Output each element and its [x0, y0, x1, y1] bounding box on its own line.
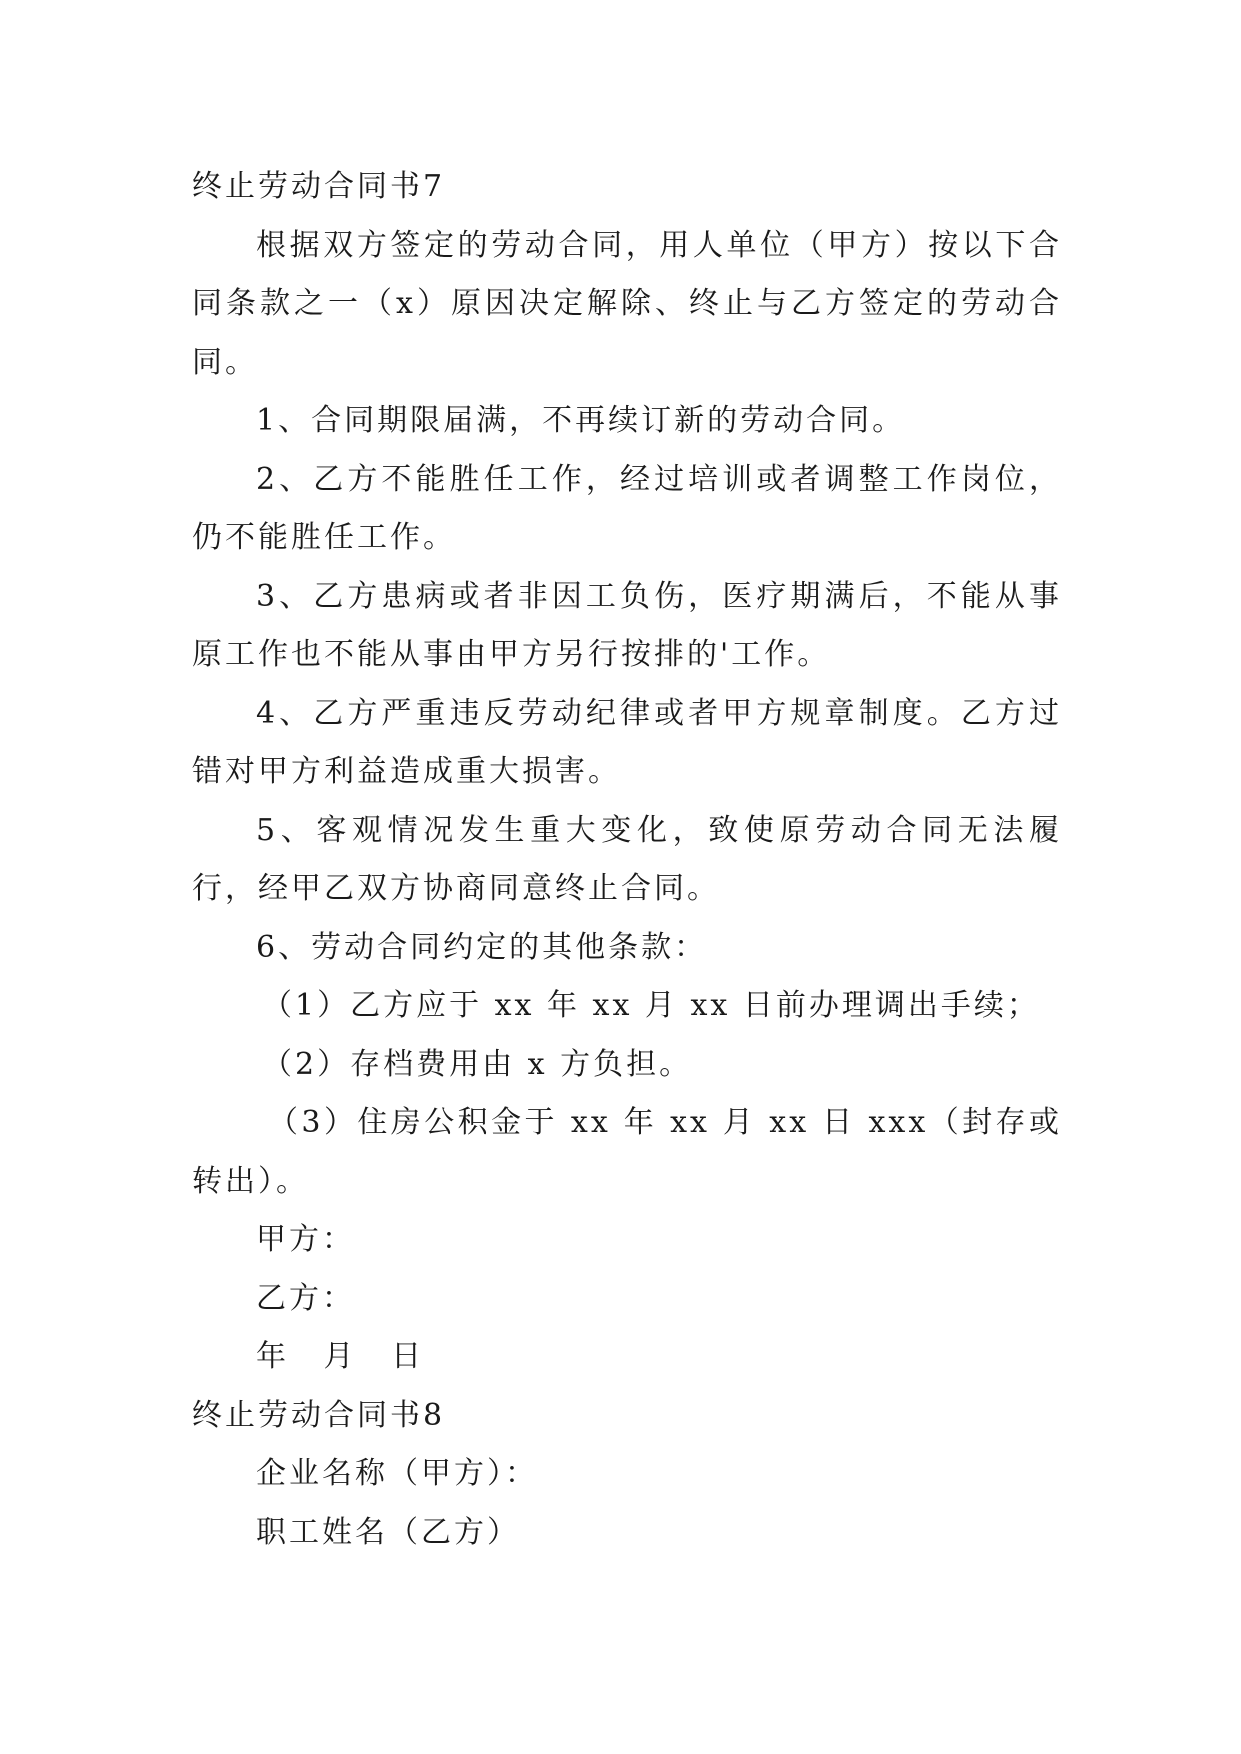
- subclause-3: （3）住房公积金于 xx 年 xx 月 xx 日 xxx（封存或转出）。: [192, 1105, 1062, 1199]
- clause-4: 4、乙方严重违反劳动纪律或者甲方规章制度。乙方过错对甲方利益造成重大损害。: [192, 695, 1062, 789]
- date-year-label: 年: [256, 1339, 289, 1374]
- subclause-1: （1）乙方应于 xx 年 xx 月 xx 日前办理调出手续；: [262, 988, 1040, 1023]
- party-b-signature: 乙方：: [256, 1280, 355, 1316]
- section-title-8: 终止劳动合同书8: [192, 1397, 446, 1433]
- section-title-7: 终止劳动合同书7: [192, 169, 446, 204]
- document-content: [192, 158, 1062, 1562]
- party-a-signature: 甲方：: [256, 1222, 355, 1257]
- signature-date: [192, 1328, 1062, 1387]
- clause-3: 3、乙方患病或者非因工负伤，医疗期满后，不能从事原工作也不能从事由甲方另行按排的'工作。: [192, 578, 1062, 672]
- date-day-label: 日: [391, 1339, 425, 1374]
- clause-6: 6、劳动合同约定的其他条款：: [256, 929, 708, 965]
- clause-2: 2、乙方不能胜任工作，经过培训或者调整工作岗位，仍不能胜任工作。: [192, 461, 1062, 555]
- date-month-label: 月: [323, 1339, 357, 1374]
- employee-name-field: 职工姓名（乙方）: [256, 1514, 520, 1550]
- clause-1: 1、合同期限届满，不再续订新的劳动合同。: [256, 403, 906, 438]
- clause-5: 5、客观情况发生重大变化，致使原劳动合同无法履行，经甲乙双方协商同意终止合同。: [192, 812, 1062, 906]
- company-name-field: 企业名称（甲方）：: [256, 1456, 538, 1491]
- intro-paragraph: 根据双方签定的劳动合同，用人单位（甲方）按以下合同条款之一（x）原因决定解除、终止与乙方签定的劳动合同。: [192, 227, 1062, 380]
- subclause-2: （2）存档费用由 x 方负担。: [262, 1046, 693, 1082]
